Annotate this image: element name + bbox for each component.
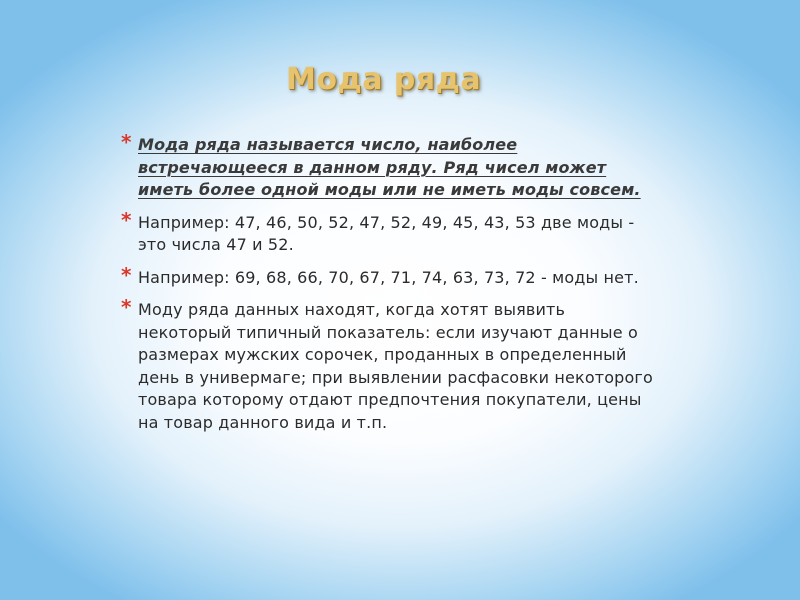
bullet-list	[120, 130, 660, 444]
bullet-usage	[120, 295, 660, 434]
example-no-mode-text: Например: 69, 68, 66, 70, 67, 71, 74, 63, 73, 72 - моды нет.	[138, 267, 639, 287]
asterisk-bullet-icon: *	[121, 130, 132, 154]
example-two-modes-text: Например: 47, 46, 50, 52, 47, 52, 49, 45, 43, 53 две моды - это числа 47 и 52.	[138, 212, 635, 254]
bullet-example-no-mode	[120, 262, 660, 290]
asterisk-bullet-icon: *	[121, 262, 132, 287]
definition-text: Мода ряда называется число, наиболее встречающееся в данном ряду. Ряд чисел может иметь более одной моды или не иметь моды совсем.	[138, 135, 641, 199]
bullet-example-two-modes	[120, 207, 660, 257]
usage-text: Моду ряда данных находят, когда хотят выявить некоторый типичный показатель: если изучают данные о размерах мужских сорочек, проданных в определенный день в универмаге; при выявлении расфасовки некоторого товара которому отдают предпочтения покупатели, цены на товар данного вида и т.п.	[138, 300, 653, 432]
slide-title: Мода ряда	[286, 62, 482, 97]
asterisk-bullet-icon: *	[121, 207, 132, 232]
bullet-definition	[120, 130, 660, 202]
asterisk-bullet-icon: *	[121, 295, 132, 319]
